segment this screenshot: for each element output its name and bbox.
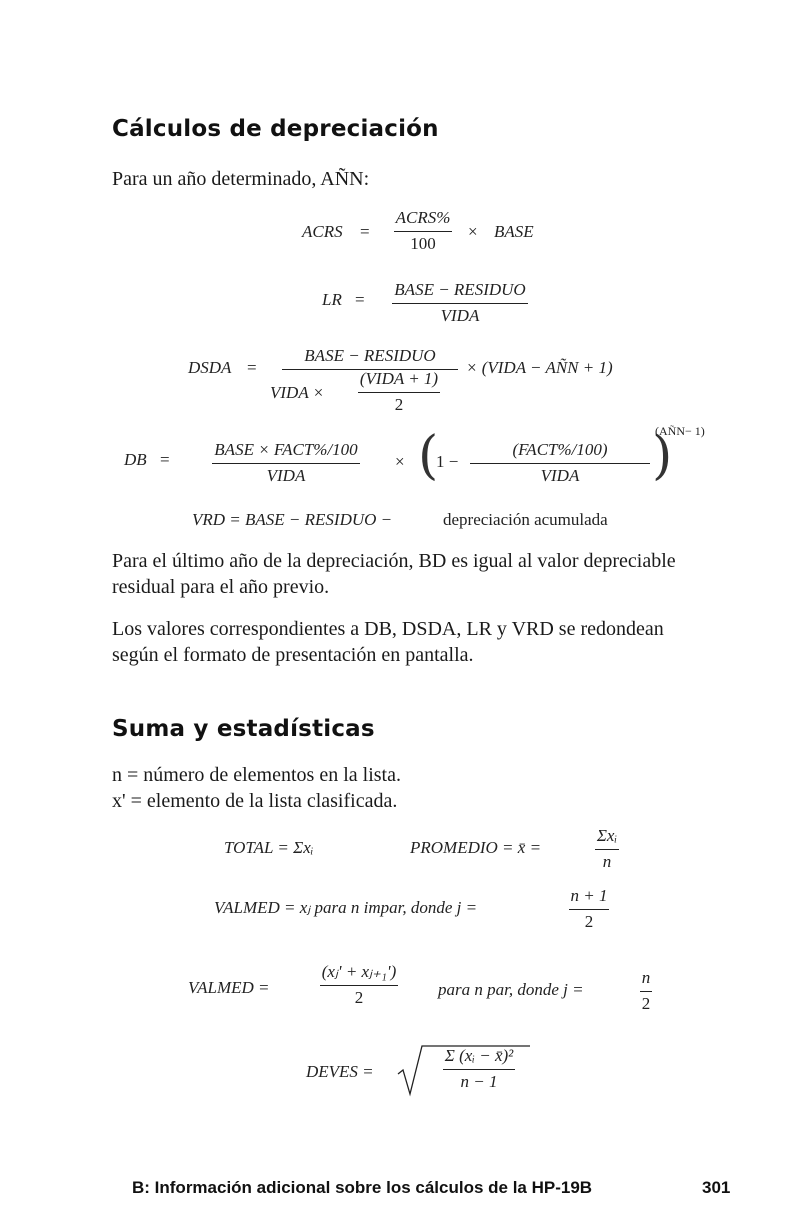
lr-equals: =: [355, 290, 365, 309]
formula-total: TOTAL = Σxᵢ: [224, 838, 314, 857]
acrs-denominator: 100: [410, 234, 436, 253]
paragraph-last-year-line2: residual para el año previo.: [112, 576, 330, 598]
dsda-numerator: BASE − RESIDUO: [282, 346, 458, 370]
db-one-minus: 1 −: [436, 452, 459, 471]
acrs-fraction: [385, 208, 461, 254]
valmed-odd-denominator: 2: [584, 912, 594, 931]
valmed-even-right-numerator: n: [640, 968, 653, 992]
lr-denominator: VIDA: [440, 306, 480, 325]
paragraph-last-year-line1: Para el último año de la depreciación, BD es igual al valor depreciable: [112, 550, 676, 572]
promedio-fraction: [585, 826, 629, 872]
page-number: 301: [702, 1178, 731, 1197]
promedio-lhs: PROMEDIO = x̄ =: [410, 838, 542, 857]
dsda-inner-denominator: 2: [394, 395, 404, 414]
lr-lhs: LR: [322, 290, 342, 309]
db-equals: =: [160, 450, 170, 469]
vrd-expression: VRD = BASE − RESIDUO −: [192, 510, 393, 529]
db-times: ×: [395, 452, 405, 471]
deves-fraction: [428, 1046, 530, 1092]
acrs-numerator: ACRS%: [394, 208, 453, 232]
acrs-rhs: BASE: [494, 222, 534, 241]
db-numerator: BASE × FACT%/100: [212, 440, 359, 464]
deves-numerator: Σ (xᵢ − x̄)²: [443, 1046, 516, 1070]
db-inner-numerator: (FACT%/100): [470, 440, 650, 464]
section-heading-estadisticas: Suma y estadísticas: [112, 716, 375, 742]
acrs-equals: =: [360, 222, 370, 241]
valmed-even-lhs: VALMED =: [188, 978, 270, 997]
db-right-paren: ): [652, 426, 673, 486]
definition-x: x' = elemento de la lista clasificada.: [112, 790, 398, 812]
dsda-inner-fraction: [342, 369, 456, 415]
paragraph-rounding-line1: Los valores correspondientes a DB, DSDA, LR y VRD se redondean: [112, 618, 664, 640]
acrs-times: ×: [468, 222, 478, 241]
db-fraction: [188, 440, 384, 486]
db-inner-fraction: [470, 440, 650, 486]
definition-n: n = número de elementos en la lista.: [112, 764, 401, 786]
section-heading-depreciacion: Cálculos de depreciación: [112, 116, 439, 142]
dsda-lhs: DSDA: [188, 358, 232, 377]
dsda-inner-numerator: (VIDA + 1): [358, 369, 440, 393]
paragraph-rounding: [112, 616, 732, 668]
db-denominator: VIDA: [266, 466, 306, 485]
dsda-equals: =: [247, 358, 257, 377]
acrs-lhs: ACRS: [302, 222, 343, 241]
lr-fraction: [380, 280, 540, 326]
valmed-even-mid: para n par, donde j =: [438, 980, 584, 999]
paragraph-last-year: [112, 548, 732, 600]
deves-denominator: n − 1: [460, 1072, 498, 1091]
dsda-den-left: VIDA ×: [270, 383, 325, 402]
valmed-even-denominator: 2: [354, 988, 364, 1007]
dsda-rhs: × (VIDA − AÑN + 1): [466, 358, 613, 377]
valmed-odd-text: VALMED = xⱼ para n impar, donde j =: [214, 898, 478, 917]
valmed-even-fraction: [296, 962, 422, 1008]
valmed-even-numerator: (xⱼ' + xⱼ₊₁'): [320, 962, 398, 986]
db-inner-denominator: VIDA: [540, 466, 580, 485]
footer-title: B: Información adicional sobre los cálculos de la HP-19B: [132, 1178, 593, 1197]
valmed-odd-fraction: [556, 886, 622, 932]
deves-lhs: DEVES =: [306, 1062, 374, 1081]
vrd-tail: depreciación acumulada: [443, 510, 608, 529]
valmed-odd-numerator: n + 1: [569, 886, 610, 910]
promedio-denominator: n: [602, 852, 612, 871]
valmed-even-right-denominator: 2: [641, 994, 651, 1013]
intro-text: Para un año determinado, AÑN:: [112, 168, 370, 190]
valmed-even-right-fraction: [634, 968, 658, 1014]
db-left-paren: (: [418, 426, 439, 486]
promedio-numerator: Σxᵢ: [595, 826, 619, 850]
db-exponent: (AÑN− 1): [655, 424, 705, 438]
paragraph-rounding-line2: según el formato de presentación en pantalla.: [112, 644, 474, 666]
db-lhs: DB: [124, 450, 147, 469]
lr-numerator: BASE − RESIDUO: [392, 280, 527, 304]
